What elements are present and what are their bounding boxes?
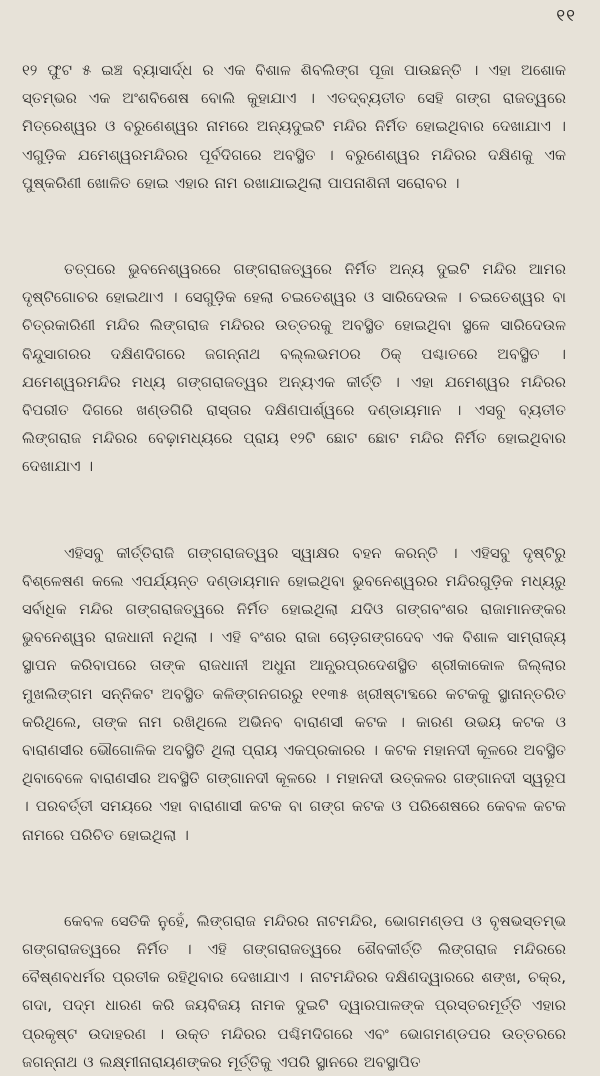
body-text <box>22 56 566 1076</box>
page-number: ୧୧ <box>556 6 576 26</box>
paragraph-4: କେବଳ ସେତିକି ନୁହେଁ, ଲିଙ୍ଗରାଜ ମନ୍ଦିରର ନାଟମନ୍ଦିର, ଭୋଗମଣ୍ଡପ ଓ ବୃଷଭସ୍ତମ୍ଭ ଗଙ୍ଗରାଜତ୍ୱରେ ନିର୍ମିତ । ଏହି ଗଙ୍ଗରାଜତ୍ୱରେ ଶୈବକୀର୍ତ୍ତି ଲିଙ୍ଗରାଜ ମନ୍ଦିରରେ ବୈଷ୍ଣବଧର୍ମର ପ୍ରତୀକ ରହିଥିବାର ଦେଖାଯାଏ । ନାଟମନ୍ଦିରର ଦକ୍ଷିଣଦ୍ୱାରରେ ଶଙ୍ଖ, ଚକ୍ର, ଗଦା, ପଦ୍ମ ଧାରଣ କରି ଜୟ‌ବିଜୟ ନାମକ ଦୁଇଟି ଦ୍ୱାରପାଳଙ୍କ ପ୍ରସ୍ତରମୂର୍ତ୍ତି ଏହାର ପ୍ରକୃଷ୍ଟ ଉଦାହରଣ । ଉକ୍ତ ମନ୍ଦିରର ପଶ୍ଚିମଦିଗରେ ଏବଂ ଭୋଗମଣ୍ଡପର ଉତ୍ତରରେ ଜଗନ୍ନାଥ ଓ ଲକ୍ଷ୍ମୀନାରାୟଣଙ୍କର ମୂର୍ତ୍ତିକୁ ଏପରି ସ୍ଥାନରେ ଅବସ୍ଥାପିତ <box>22 911 566 1071</box>
paragraph-3: ଏହିସବୁ କୀର୍ତ୍ତିରାଜି ଗଙ୍ଗରାଜତ୍ୱର ସ୍ୱାକ୍ଷର ବହନ କରନ୍ତି । ଏହିସବୁ ଦୃଷ୍ଟିରୁ ବିଶ୍ଳେଷଣ କଲେ ଏପର୍ଯ୍ୟନ୍ତ ଦଣ୍ଡାୟମାନ ହୋଇଥିବା ଭୁବନେଶ୍ୱରର ମନ୍ଦିରଗୁଡ଼ିକ ମଧ୍ୟରୁ ସର୍ବାଧିକ ମନ୍ଦିର ଗଙ୍ଗରାଜତ୍ୱରେ ନିର୍ମିତ ହୋଇଥିଲା ଯଦିଓ ଗଙ୍ଗବଂଶର ରାଜାମାନଙ୍କର ଭୁବନେଶ୍ୱର ରାଜଧାନୀ ନଥିଲା । ଏହି ବଂଶର ରାଜା ଚୋଡ଼ଗଙ୍ଗଦେବ ଏକ ବିଶାଳ ସାମ୍ରାଜ୍ୟ ସ୍ଥାପନ କରିବାପରେ ତାଙ୍କ ରାଜଧାନୀ ଅଧୁନା ଆନ୍ଧ୍ରପ୍ରଦେଶସ୍ଥିତ ଶ୍ରୀକାକୋଳ ଜିଲ୍ଲାର ମୁଖଲିଙ୍ଗମ ସନ୍ନିକଟ ଅବସ୍ଥିତ କଳିଙ୍ଗନଗରରୁ ୧୧୩୫ ଖ୍ରୀଷ୍ଟାବ୍ଦରେ କଟକକୁ ସ୍ଥାନାନ୍ତରିତ କରିଥିଲେ, ତାଙ୍କ ନାମ ରଖିଥିଲେ ଅଭିନବ ବାରାଣସୀ କଟକ । କାରଣ ଉଭୟ କଟକ ଓ ବାରାଣସୀର ଭୌଗୋଳିକ ଅବସ୍ଥିତି ଥିଲା ପ୍ରାୟ ଏକପ୍ରକାରର । କଟକ ମହାନଦୀ କୂଳରେ ଅବସ୍ଥିତ ଥିବାବେଳେ ବାରାଣସୀର ଅବସ୍ଥିତି ଗଙ୍ଗାନଦୀ କୂଳରେ । ମହାନଦୀ ଉତ୍କଳର ଗଙ୍ଗାନଦୀ ସ୍ୱରୂପ । ପରବର୍ତ୍ତୀ ସମୟରେ ଏହା ବାରାଣାସୀ କଟକ ବା ଗଙ୍ଗ କଟକ ଓ ପରିଶେଷରେ କେବଳ କଟକ ନାମରେ ପରିଚିତ ହୋଇଥିଲା । <box>22 543 566 844</box>
paragraph-1: ୧୨ ଫୁଟ ୫ ଇଞ୍ଚ ବ୍ୟାସାର୍ଦ୍ଧ ର ଏକ ବିଶାଳ ଶିବଲିଙ୍ଗ ପୂଜା ପାଉଛନ୍ତି । ଏହା ଅଶୋକ ସ୍ତମ୍ଭର ଏକ ଅଂଶବିଶେଷ ବୋଲି କୁହାଯାଏ । ଏତଦ୍‌ବ୍ୟତୀତ ସେହି ଗଙ୍ଗ ରାଜତ୍ୱରେ ମିତ୍ରେଶ୍ୱର ଓ ବରୁଣେଶ୍ୱର ନାମରେ ଅନ୍ୟଦୁଇଟି ମନ୍ଦିର ନିର୍ମିତ ହୋଇଥିବାର ଦେଖାଯାଏ । ଏଗୁଡ଼ିକ ଯମେଶ୍ୱରମନ୍ଦିରର ପୂର୍ବଦିଗରେ ଅବସ୍ଥିତ । ବରୁଣେଶ୍ୱର ମନ୍ଦିରର ଦକ୍ଷିଣକୁ ଏକ ପୁଷ୍କରିଣୀ ଖୋଳିତ ହୋଇ ଏହାର ନାମ ରଖାଯାଇଥିଲା ପାପନାଶିନୀ ସରୋବର । <box>22 61 566 192</box>
paragraph-2: ତତ୍ପରେ ଭୁବନେଶ୍ୱରରେ ଗଙ୍ଗରାଜତ୍ୱରେ ନିର୍ମିତ ଅନ୍ୟ ଦୁଇଟି ମନ୍ଦିର ଆମର ଦୃଷ୍ଟିଗୋଚର ହୋଇଥାଏ । ସେଗୁଡ଼ିକ ହେଲା ଚଇତେଶ୍ୱର ଓ ସାରିଦେଉଳ । ଚଇତେଶ୍ୱର ବା ଚିତ୍ରକାରିଣୀ ମନ୍ଦିର ଲିଙ୍ଗରାଜ ମନ୍ଦିରର ଉତ୍ତରକୁ ଅବସ୍ଥିତ ହୋଇଥିବା ସ୍ଥଳେ ସାରିଦେଉଳ ବିନ୍ଦୁସାଗରର ଦକ୍ଷିଣଦିଗରେ ଜଗନ୍ନାଥ ବଲ୍ଲଭମଠର ଠିକ୍ ପଶ୍ଚାତରେ ଅବସ୍ଥିତ । ଯମେଶ୍ୱରମନ୍ଦିର ମଧ୍ୟ ଗଙ୍ଗରାଜତ୍ୱର ଅନ୍ୟଏକ କୀର୍ତ୍ତି । ଏହା ଯମେଶ୍ୱର ମନ୍ଦିରର ବିପରୀତ ଦିଗରେ ଖଣ୍ଡଗିରି ରାସ୍ତାର ଦକ୍ଷିଣପାର୍ଶ୍ୱରେ ଦଣ୍ଡାୟମାନ । ଏସବୁ ବ୍ୟତୀତ ଲିଙ୍ଗରାଜ ମନ୍ଦିରର ବେଢ଼ାମଧ୍ୟରେ ପ୍ରାୟ ୧୨ଟି ଛୋଟ ଛୋଟ ମନ୍ଦିର ନିର୍ମିତ ହୋଇଥିବାର ଦେଖାଯାଏ । <box>22 260 566 476</box>
